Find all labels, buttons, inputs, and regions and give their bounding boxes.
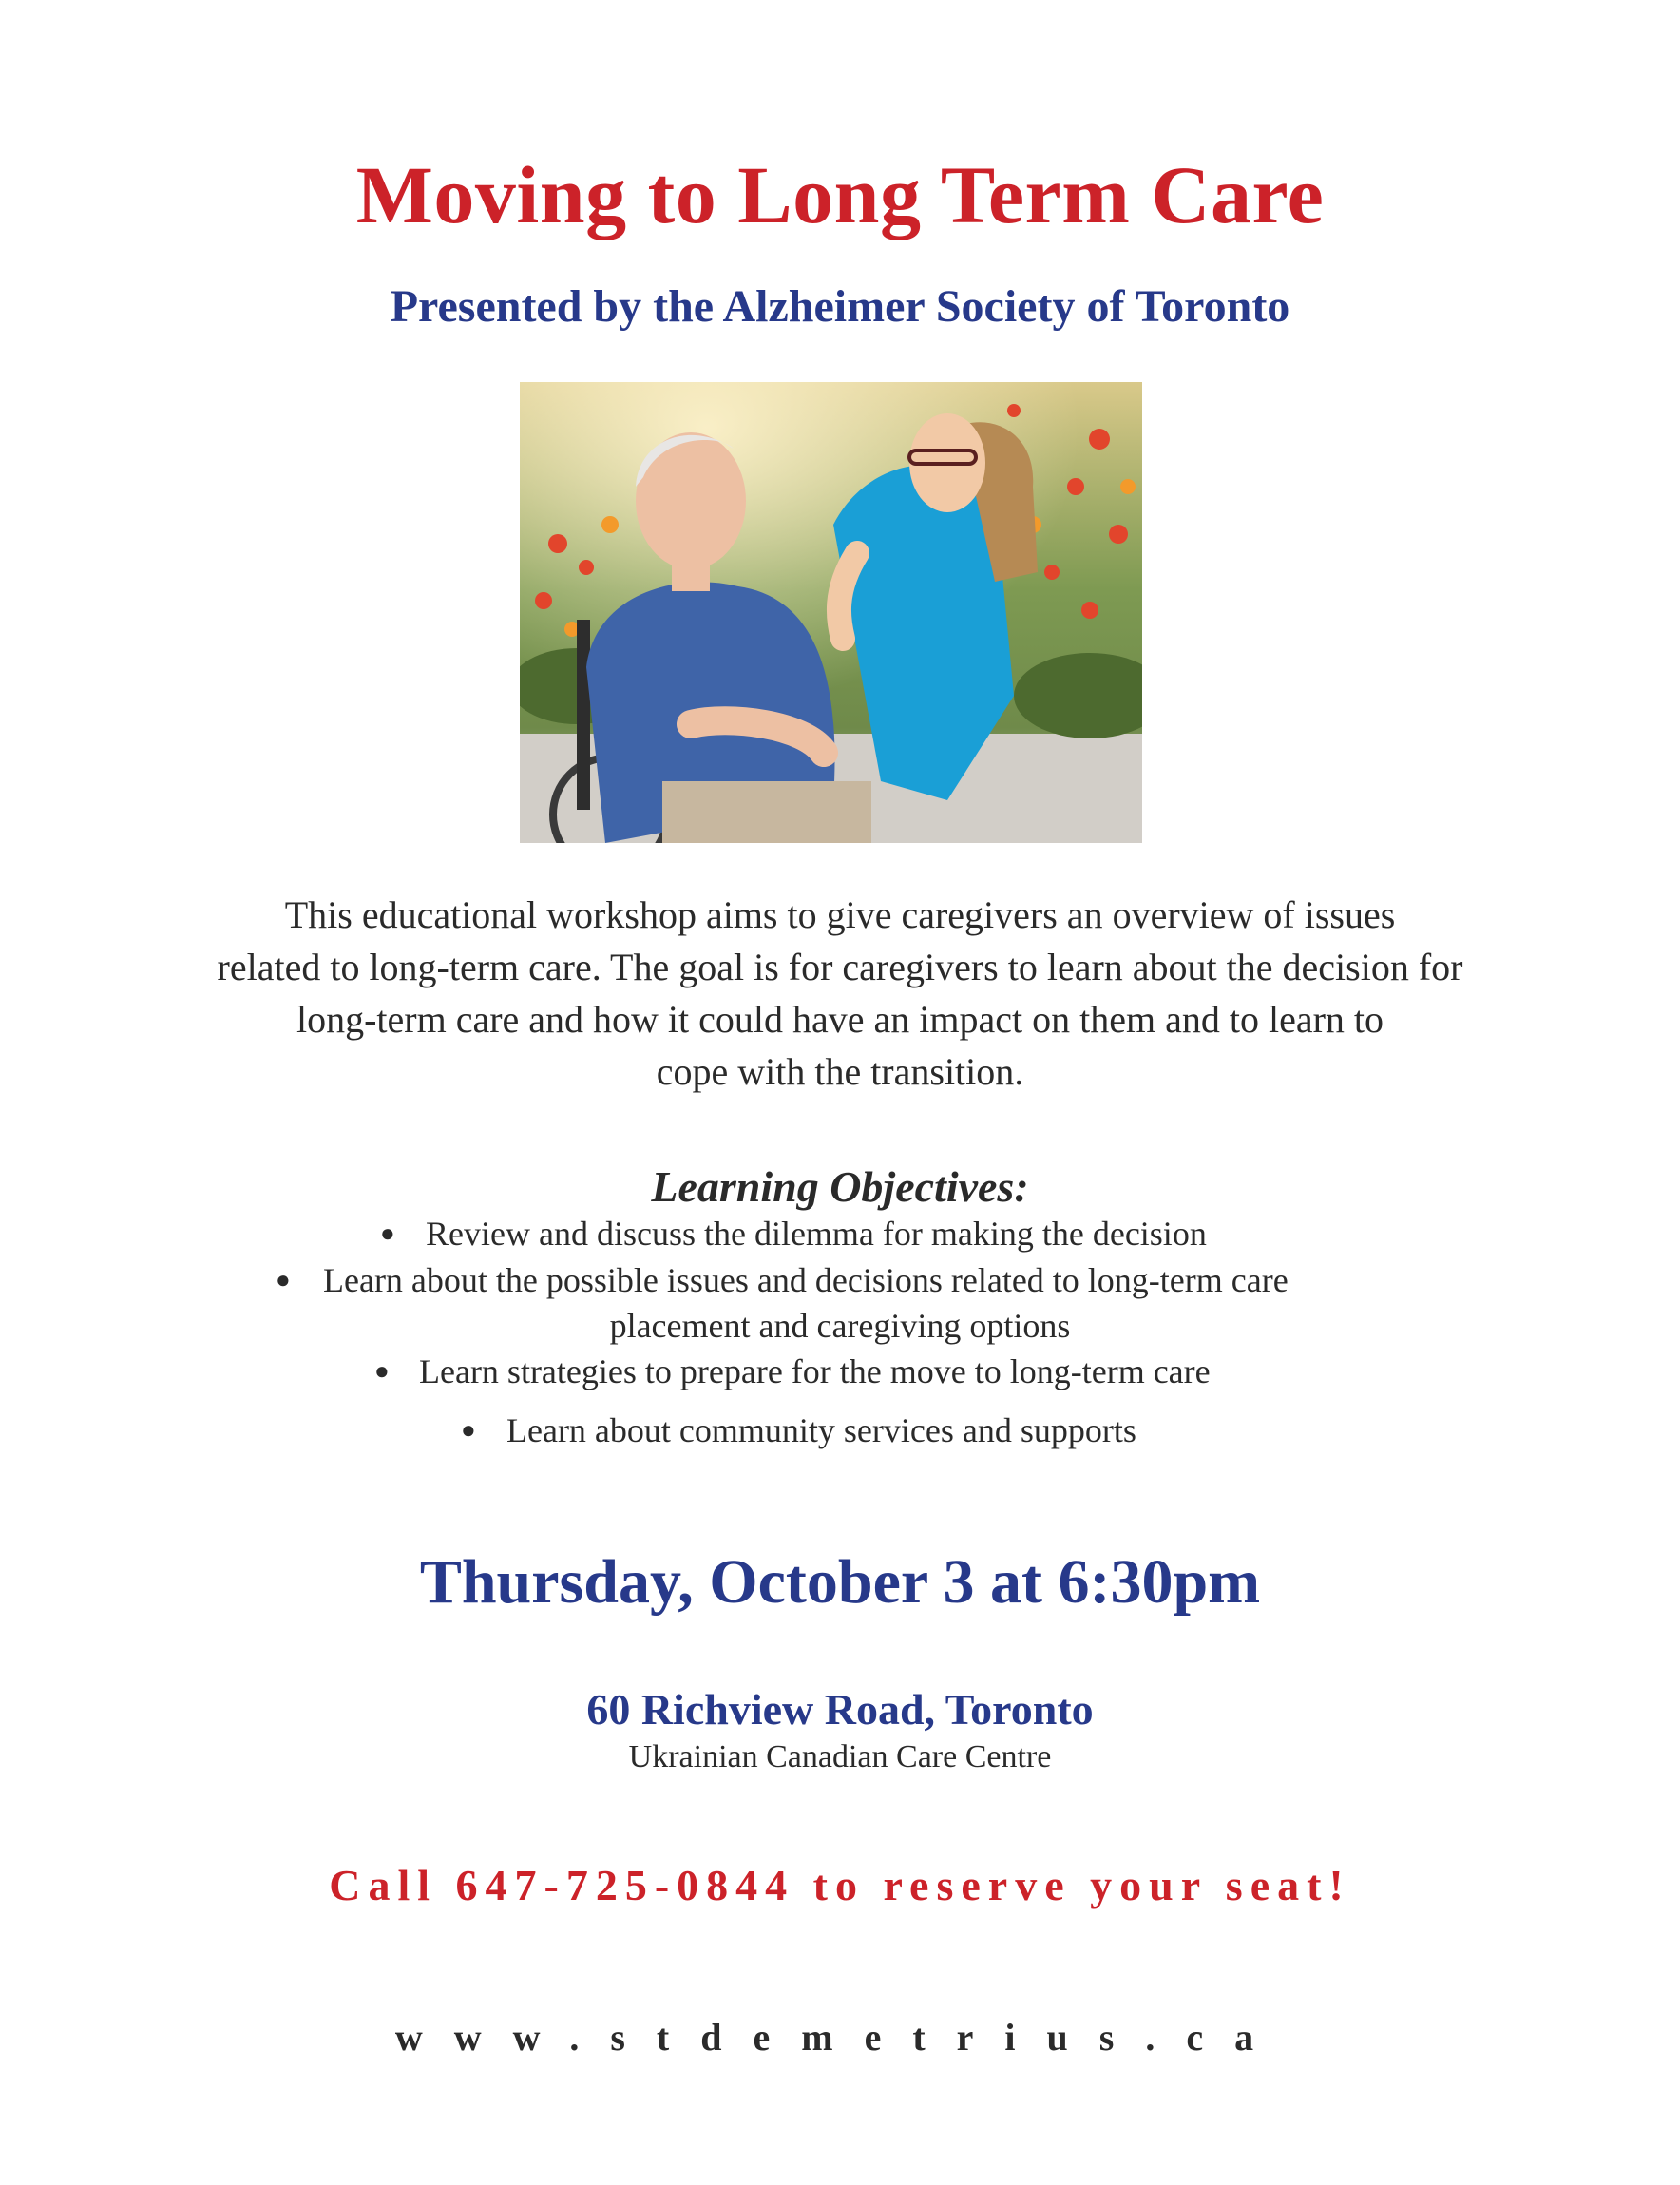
bullet-icon: ● — [276, 1266, 291, 1294]
event-address: 60 Richview Road, Toronto — [586, 1685, 1094, 1734]
event-date: Thursday, October 3 at 6:30pm — [419, 1547, 1261, 1617]
description-line: This educational workshop aims to give caregivers an overview of issues — [284, 893, 1396, 936]
flyer-title: Moving to Long Term Care — [355, 149, 1325, 240]
bullet-icon: ● — [374, 1357, 390, 1385]
description-line: long-term care and how it could have an impact on them and to learn to — [296, 998, 1384, 1041]
flyer-subtitle: Presented by the Alzheimer Society of Toronto — [390, 281, 1290, 332]
objectives-heading: Learning Objectives: — [651, 1162, 1029, 1211]
website-link[interactable]: www.stdemetrius.ca — [394, 2016, 1286, 2059]
caregiver-photo — [520, 382, 1142, 843]
objective-item-continuation: placement and caregiving options — [609, 1307, 1071, 1345]
bullet-icon: ● — [461, 1416, 476, 1444]
bullet-icon: ● — [380, 1219, 395, 1247]
event-venue: Ukrainian Canadian Care Centre — [628, 1739, 1052, 1774]
description-line: related to long-term care. The goal is for caregivers to learn about the decision for — [217, 946, 1463, 988]
workshop-description — [0, 889, 1680, 1098]
reservation-call-to-action: Call 647-725-0844 to reserve your seat! — [329, 1861, 1351, 1909]
description-line: cope with the transition. — [656, 1050, 1024, 1093]
